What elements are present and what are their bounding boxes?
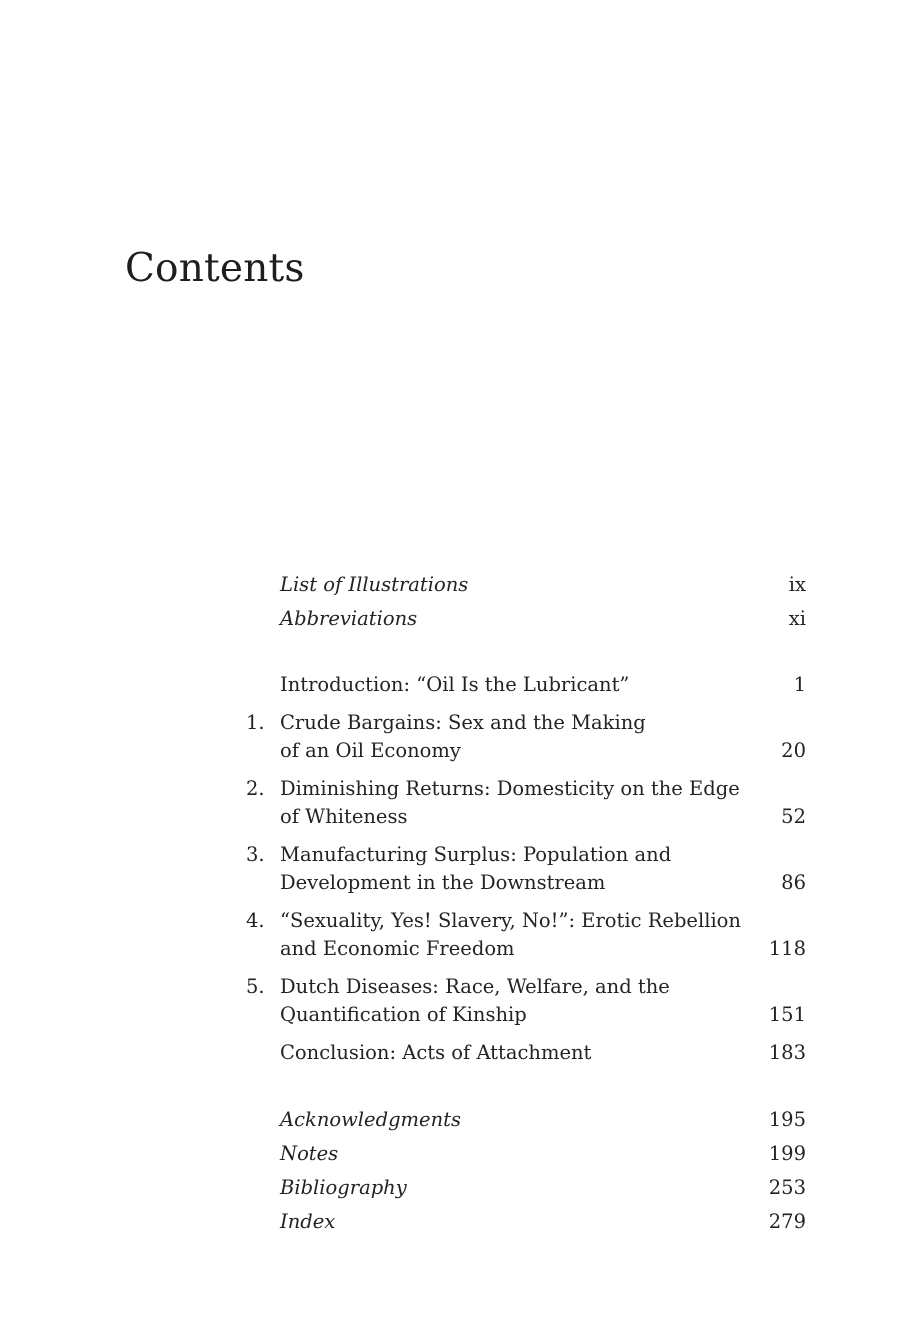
page-number: 253: [768, 1176, 806, 1199]
back-matter-list: [243, 1103, 806, 1239]
toc-entry: [243, 1039, 806, 1067]
toc-entry: [243, 1103, 806, 1137]
page-title: Contents: [125, 246, 305, 291]
entry-title: Bibliography: [280, 1176, 407, 1199]
page-number: xi: [788, 607, 806, 630]
chapter-number: 3.: [246, 843, 265, 866]
page-number: 183: [768, 1041, 806, 1064]
entry-title: List of Illustrations: [280, 573, 469, 596]
entry-title: Notes: [280, 1142, 339, 1165]
chapter-list: [243, 671, 806, 1067]
page-number: 279: [768, 1210, 806, 1233]
entry-title-line: Diminishing Returns: Domesticity on the Edge: [280, 777, 740, 800]
toc-entry: [243, 907, 806, 963]
section-spacer: [243, 1067, 806, 1103]
chapter-number: 5.: [246, 975, 265, 998]
entry-title-line: Quantification of Kinship: [280, 1003, 527, 1026]
entry-title-line: Introduction: “Oil Is the Lubricant”: [280, 673, 630, 696]
entry-title: Acknowledgments: [280, 1108, 461, 1131]
entry-title: [280, 1039, 755, 1067]
entry-title: [280, 907, 755, 963]
toc-entry: [243, 775, 806, 831]
toc-entry: [243, 973, 806, 1029]
table-of-contents: [243, 568, 806, 1239]
toc-entry: [243, 568, 806, 602]
entry-title-line: Development in the Downstream: [280, 871, 606, 894]
page-number: 1: [793, 673, 806, 696]
page-number: 195: [768, 1108, 806, 1131]
toc-entry: [243, 1171, 806, 1205]
entry-title-line: and Economic Freedom: [280, 937, 515, 960]
toc-entry: [243, 841, 806, 897]
page-number: 86: [781, 871, 806, 894]
front-matter-list: [243, 568, 806, 636]
page-number: 52: [781, 805, 806, 828]
toc-entry: [243, 602, 806, 636]
entry-title-line: of Whiteness: [280, 805, 408, 828]
page-number: 151: [768, 1003, 806, 1026]
page-number: 118: [768, 937, 806, 960]
page-number: 20: [781, 739, 806, 762]
chapter-number: 4.: [246, 909, 265, 932]
entry-title: [280, 841, 767, 897]
entry-title-line: Crude Bargains: Sex and the Making: [280, 711, 646, 734]
entry-title: Abbreviations: [280, 607, 418, 630]
entry-title-line: Manufacturing Surplus: Population and: [280, 843, 672, 866]
entry-title: Index: [280, 1210, 336, 1233]
entry-title-line: Conclusion: Acts of Attachment: [280, 1041, 592, 1064]
toc-entry: [243, 709, 806, 765]
entry-title: [280, 775, 767, 831]
entry-title: [280, 671, 780, 699]
entry-title: [280, 709, 767, 765]
chapter-number: 1.: [246, 711, 265, 734]
chapter-number: 2.: [246, 777, 265, 800]
page-number: ix: [788, 573, 806, 596]
entry-title-line: Dutch Diseases: Race, Welfare, and the: [280, 975, 670, 998]
entry-title-line: of an Oil Economy: [280, 739, 461, 762]
toc-entry: [243, 1205, 806, 1239]
section-spacer: [243, 636, 806, 671]
page-number: 199: [768, 1142, 806, 1165]
toc-entry: [243, 671, 806, 699]
toc-entry: [243, 1137, 806, 1171]
entry-title: [280, 973, 755, 1029]
entry-title-line: “Sexuality, Yes! Slavery, No!”: Erotic Rebellion: [280, 909, 741, 932]
